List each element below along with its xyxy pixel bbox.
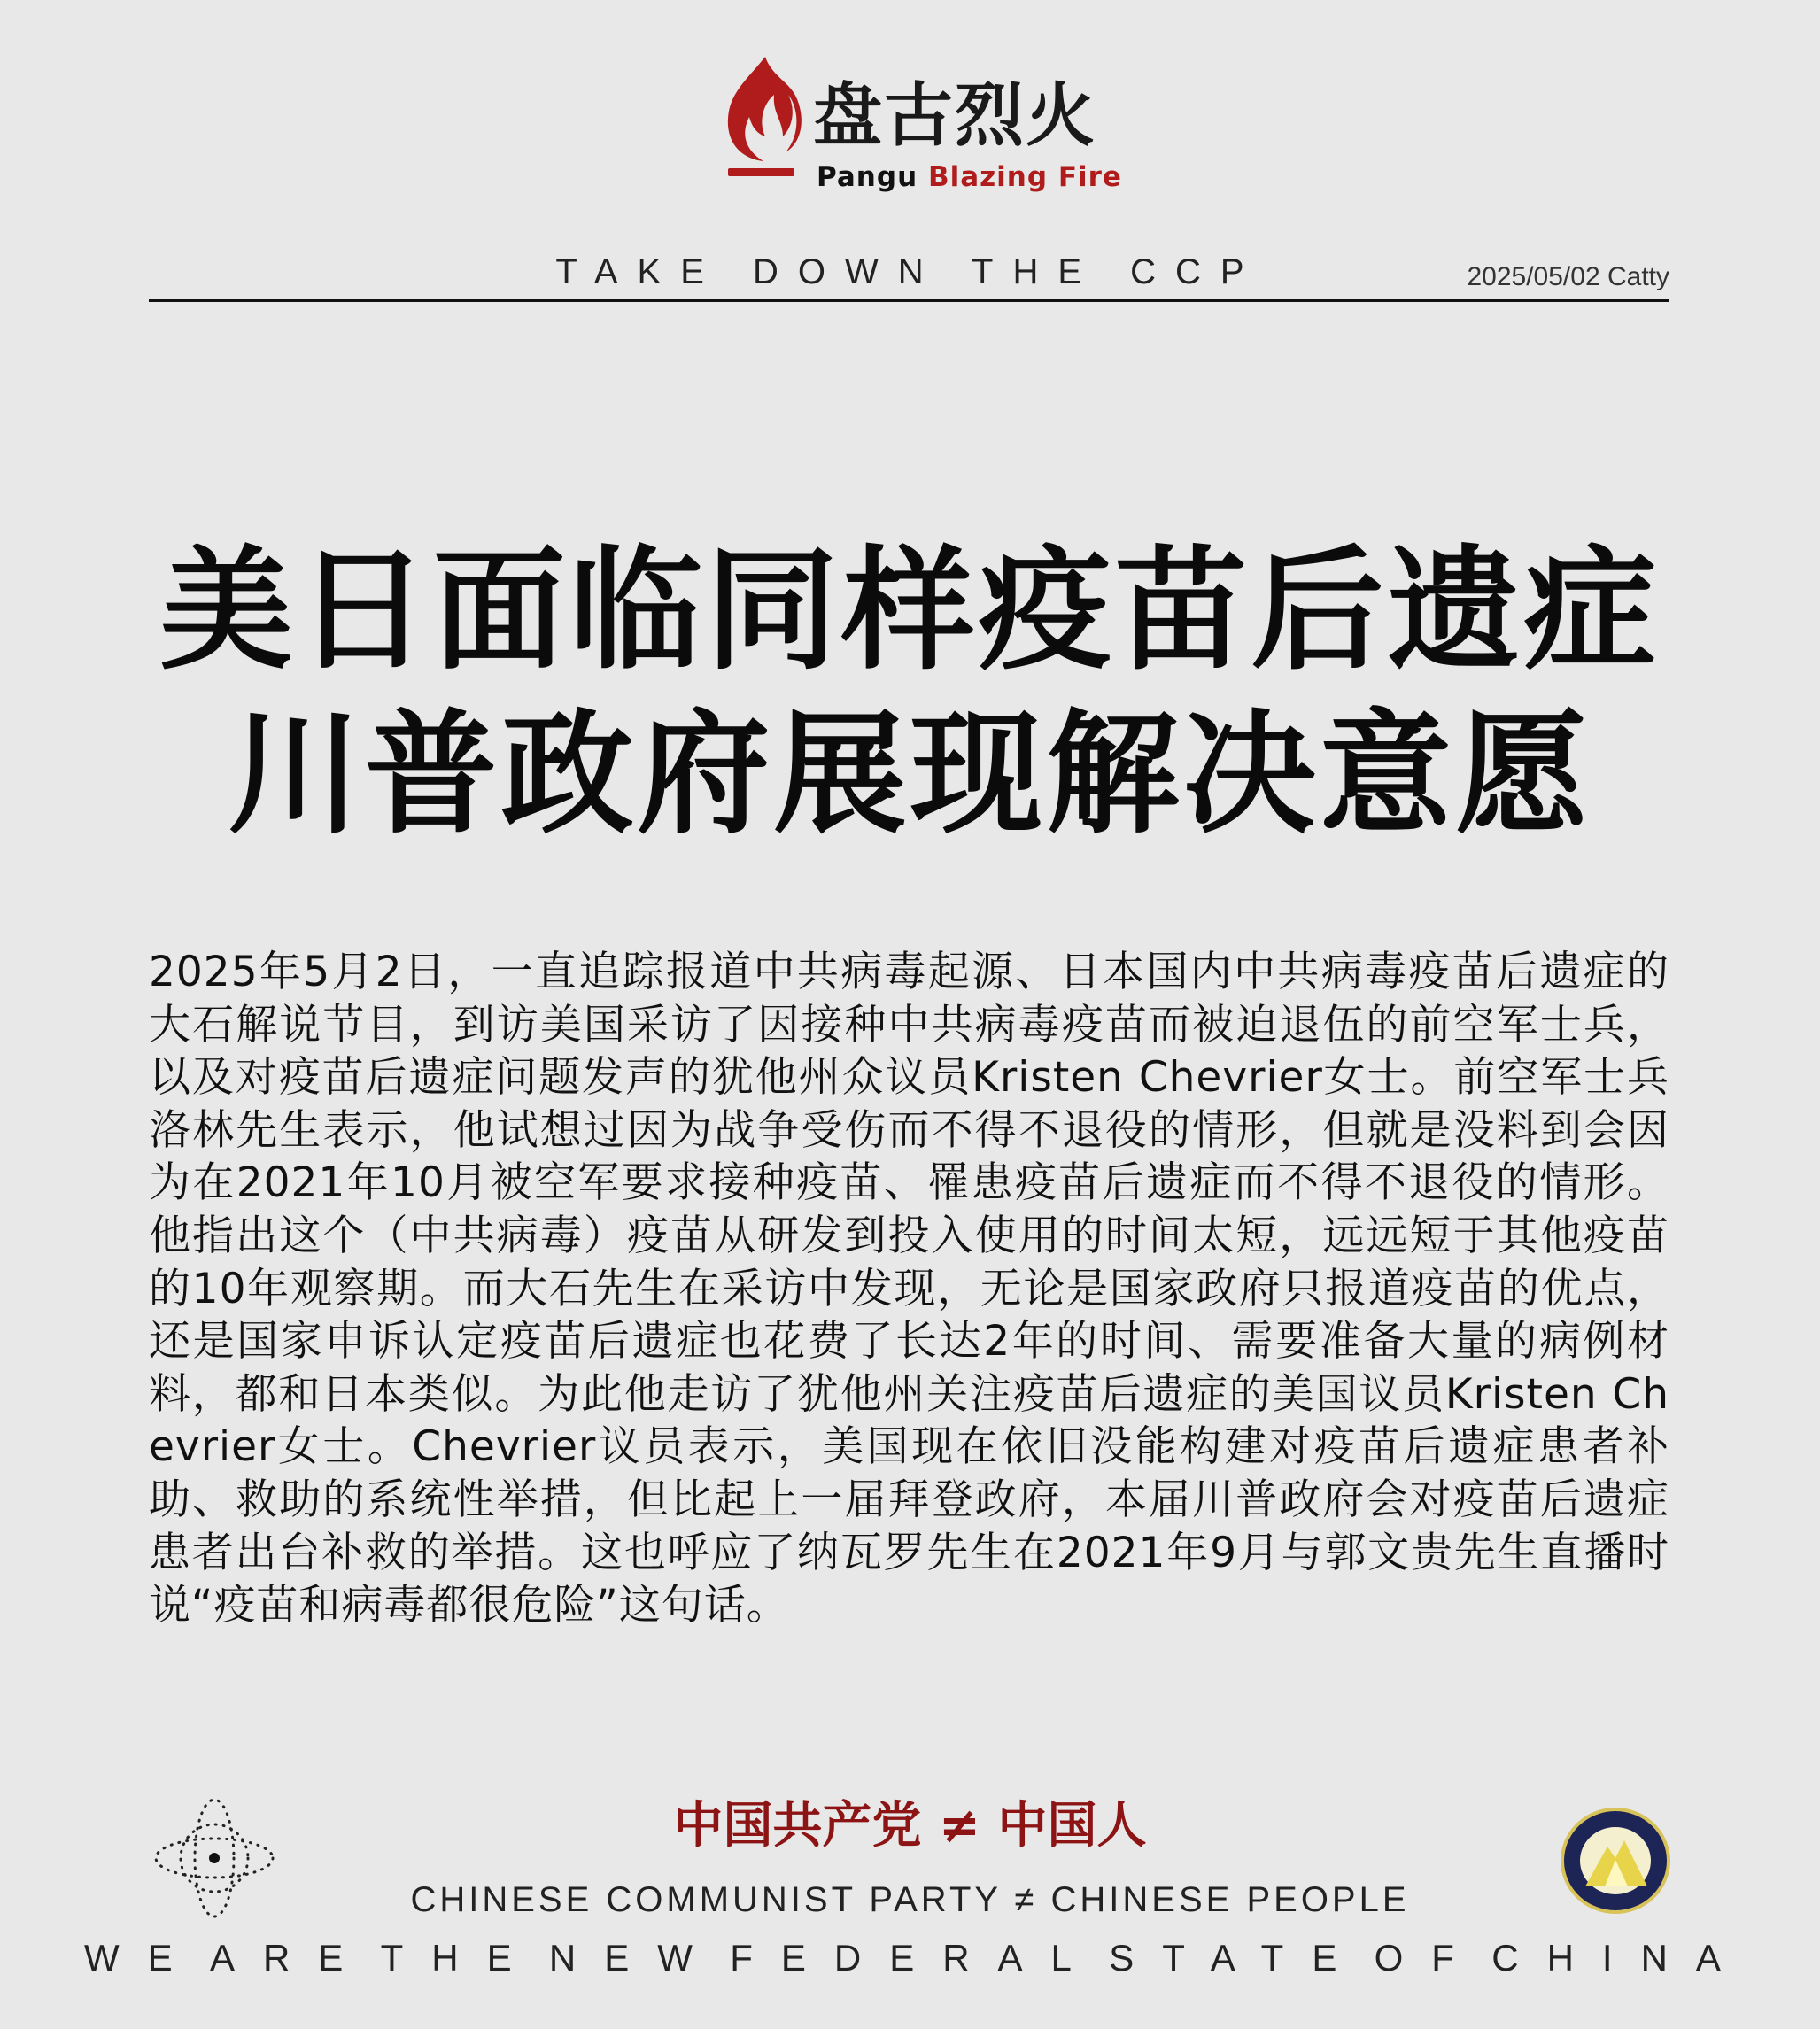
motto-word: ARE: [209, 1937, 372, 1979]
header-divider: [149, 299, 1669, 302]
motto-word: CHINA: [1491, 1937, 1749, 1979]
headline-line-2: 川普政府展现解决意愿: [228, 698, 1592, 852]
motto-word: FEDERAL: [730, 1937, 1100, 1979]
himalaya-seal-icon: [1559, 1807, 1672, 1915]
headline-line-1: 美日面临同样疫苗后遗症: [159, 534, 1661, 688]
brand-name-en: [817, 161, 1122, 193]
article-body: 2025年5月2日，一直追踪报道中共病毒起源、日本国内中共病毒疫苗后遗症的大石解说节目，到访美国采访了因接种中共病毒疫苗而被迫退伍的前空军士兵，以及对疫苗后遗症问题发声的犹他州众议员Kristen Chevrier女士。前空军士兵洛林先生表示，他试想过因为战争受伤而不得不退役的情形，但就是没料到会因为在2021年10月被空军要求接种疫苗、罹患疫苗后遗症而不得不退役的情形。他指出这个（中共病毒）疫苗从研发到投入使用的时间太短，远远短于其他疫苗的10年观察期。而大石先生在采访中发现，无论是国家政府只报道疫苗的优点，还是国家申诉认定疫苗后遗症也花费了长达2年的时间、需要准备大量的病例材料，都和日本类似。为此他走访了犹他州关注疫苗后遗症的美国议员Kristen Chevrier女士。Chevrier议员表示，美国现在依旧没能构建对疫苗后遗症患者补助、救助的系统性举措，但比起上一届拜登政府，本届川普政府会对疫苗后遗症患者出台补救的举措。这也呼应了纳瓦罗先生在2021年9月与郭文贵先生直播时说“疫苗和病毒都很危险”这句话。: [149, 948, 1669, 1630]
motto-word: WE: [84, 1937, 201, 1979]
motto-word: STATE: [1109, 1937, 1366, 1979]
flame-logo-icon: [719, 55, 803, 188]
motto-word: THE: [380, 1937, 540, 1979]
brand-name-en-part2: Blazing Fire: [927, 161, 1122, 193]
footer-motto: [84, 1937, 1749, 1979]
date-author: 2025/05/02 Catty: [1467, 262, 1669, 291]
footer-slogan-en: CHINESE COMMUNIST PARTY ≠ CHINESE PEOPLE: [410, 1880, 1410, 1919]
header-slogan: TAKE DOWN THE CCP: [555, 252, 1264, 291]
brand-name-en-part1: Pangu: [817, 161, 918, 193]
motto-word: OF: [1374, 1937, 1483, 1979]
footer-slogan-cn: 中国共产党 ≠ 中国人: [673, 1797, 1147, 1855]
brand-name-cn: 盘古烈火: [813, 76, 1097, 156]
motto-word: NEW: [548, 1937, 721, 1979]
